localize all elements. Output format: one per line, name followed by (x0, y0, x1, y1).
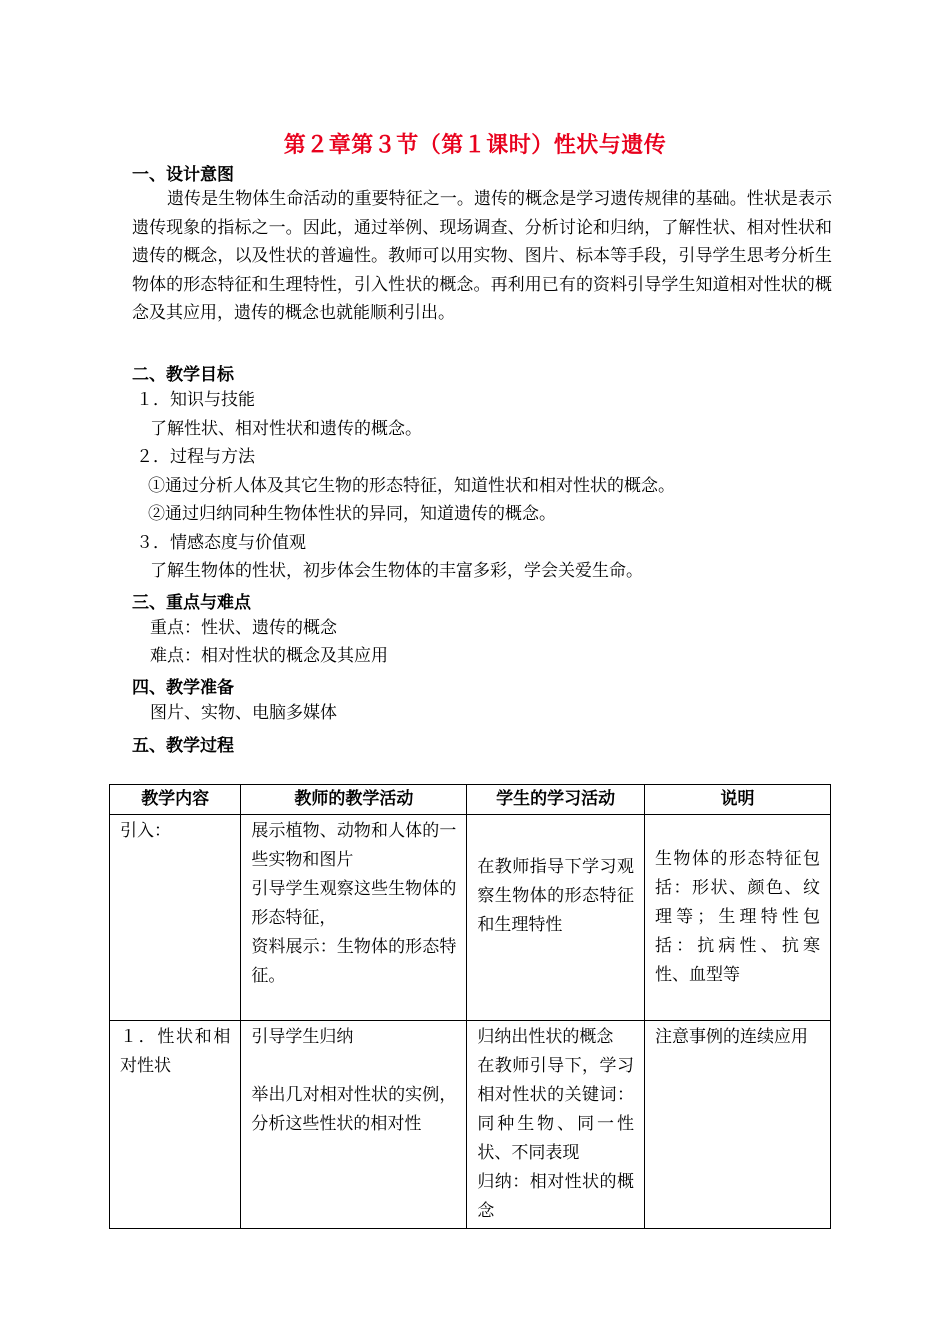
table-cell-content: 引入： (110, 815, 241, 1021)
table-cell-student (467, 1021, 645, 1229)
design-intent-paragraph: 遗传是生物体生命活动的重要特征之一。遗传的概念是学习遗传规律的基础。性状是表示遗传现象的指标之一。因此，通过举例、现场调查、分析讨论和归纳，了解性状、相对性状和遗传的概念，以及性状的普遍性。教师可以用实物、图片、标本等手段，引导学生思考分析生物体的形态特征和生理特性，引入性状的概念。再利用已有的资料引导学生知道相对性状的概念及其应用，遗传的概念也就能顺利引出。 (132, 189, 832, 323)
section-heading-process: 五、教学过程 (132, 736, 234, 756)
table-cell-student: 在教师指导下学习观察生物体的形态特征和生理特性 (467, 815, 645, 1021)
column-header: 说明 (644, 785, 830, 815)
goal-2-item-b: ②通过归纳同种生物体性状的异同，知道遗传的概念。 (148, 504, 556, 524)
column-header: 教学内容 (110, 785, 241, 815)
teacher-activity-line: 举出几对相对性状的实例，分析这些性状的相对性 (251, 1085, 457, 1134)
section-heading-design: 一、设计意图 (132, 165, 234, 185)
teacher-activity-line: 资料展示：生物体的形态特征。 (251, 937, 457, 986)
section-heading-key-points: 三、重点与难点 (132, 593, 251, 613)
column-header: 教师的教学活动 (241, 785, 467, 815)
table-cell-teacher (241, 1021, 467, 1229)
column-header: 学生的学习活动 (467, 785, 645, 815)
table-cell-content: １．性状和相对性状 (110, 1021, 241, 1229)
goal-2-heading: ２．过程与方法 (136, 447, 255, 467)
goal-3-heading: ３．情感态度与价值观 (136, 533, 306, 553)
teacher-activity-line: 引导学生观察这些生物体的形态特征， (251, 879, 457, 928)
teacher-activity-line: 引导学生归纳 (251, 1027, 354, 1047)
section-heading-goals: 二、教学目标 (132, 365, 234, 385)
difficulty-text: 难点：相对性状的概念及其应用 (150, 646, 388, 666)
teaching-process-table (109, 784, 831, 1229)
goal-2-item-a: ①通过分析人体及其它生物的形态特征，知道性状和相对性状的概念。 (148, 476, 675, 496)
table-cell-teacher (241, 815, 467, 1021)
page-title: 第２章第３节（第１课时）性状与遗传 (283, 133, 667, 158)
goal-1-heading: １．知识与技能 (136, 390, 255, 410)
preparation-text: 图片、实物、电脑多媒体 (150, 703, 337, 723)
student-activity-line: 归纳出性状的概念 (477, 1027, 614, 1047)
teacher-activity-line: 展示植物、动物和人体的一些实物和图片 (251, 821, 457, 870)
table-header-row (110, 785, 831, 815)
table-row (110, 815, 831, 1021)
student-activity-line: 在教师引导下，学习相对性状的关键词：同种生物、同一性状、不同表现 (477, 1056, 634, 1163)
table-cell-note: 注意事例的连续应用 (644, 1021, 830, 1229)
table-cell-note: 生物体的形态特征包括：形状、颜色、纹理等；生理特性包括：抗病性、抗寒性、血型等 (644, 815, 830, 1021)
section-heading-preparation: 四、教学准备 (132, 678, 234, 698)
table-row (110, 1021, 831, 1229)
student-activity-line: 归纳：相对性状的概念 (477, 1172, 634, 1221)
key-point-text: 重点：性状、遗传的概念 (150, 618, 337, 638)
goal-3-text: 了解生物体的性状，初步体会生物体的丰富多彩，学会关爱生命。 (150, 561, 643, 581)
goal-1-text: 了解性状、相对性状和遗传的概念。 (150, 419, 422, 439)
